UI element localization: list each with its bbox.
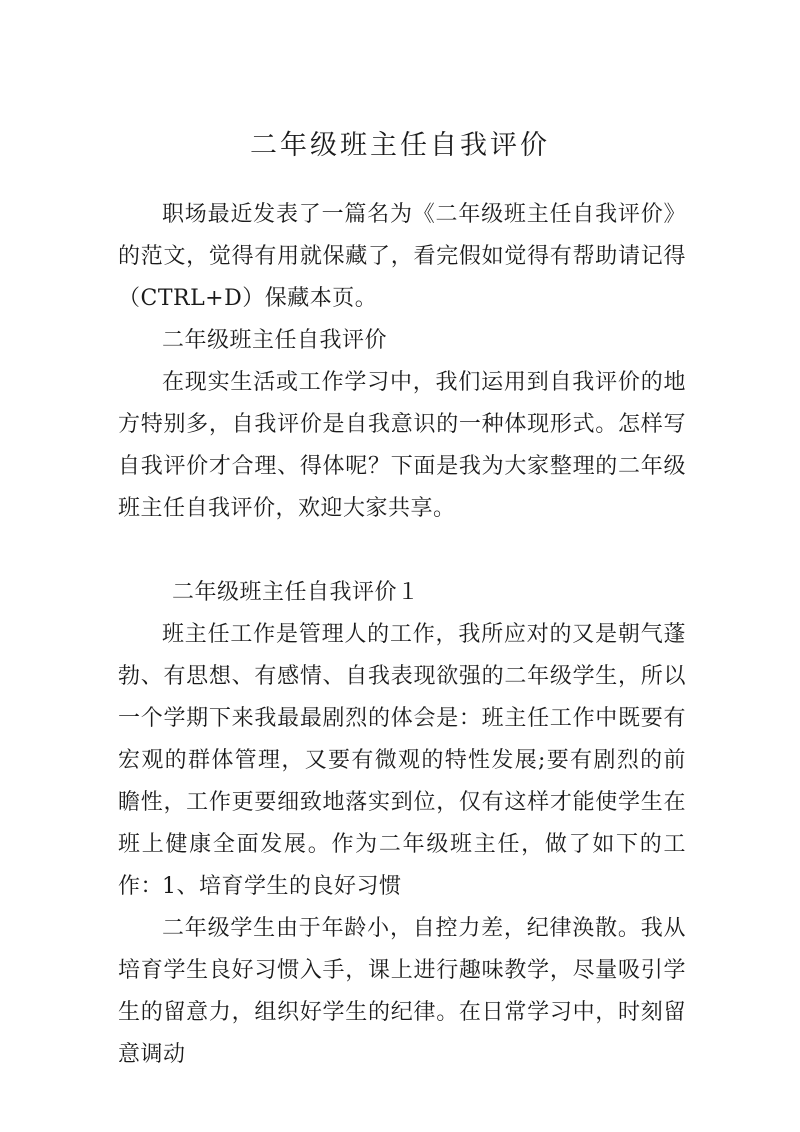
- preface-paragraph: 在现实生活或工作学习中，我们运用到自我评价的地方特别多，自我评价是自我意识的一种体现形式。怎样写自我评价才合理、得体呢？下面是我为大家整理的二年级班主任自我评价，欢迎大家共享。: [118, 370, 686, 521]
- habits-paragraph: 二年级学生由于年龄小，自控力差，纪律涣散。我从培育学生良好习惯入手，课上进行趣味教学，尽量吸引学生的留意力，组织好学生的纪律。在日常学习中，时刻留意调动: [118, 916, 686, 1067]
- section-heading-1: 二年级班主任自我评价１: [172, 580, 420, 605]
- list-item-habits-heading: 1、培育学生的良好习惯: [162, 874, 402, 899]
- subheading-title-repeat: 二年级班主任自我评价: [162, 328, 388, 353]
- section-1-paragraph: 班主任工作是管理人的工作，我所应对的又是朝气蓬勃、有思想、有感情、自我表现欲强的二年级学生，所以一个学期下来我最最剧烈的体会是：班主任工作中既要有宏观的群体管理，又要有微观的特性发展;要有剧烈的前瞻性，工作更要细致地落实到位，仅有这样才能使学生在班上健康全面发展。作为二年级班主任，做了如下的工作：: [118, 622, 686, 899]
- intro-paragraph: 职场最近发表了一篇名为《二年级班主任自我评价》的范文，觉得有用就保藏了，看完假如觉得有帮助请记得（CTRL+D）保藏本页。: [118, 202, 686, 311]
- document-title: 二年级班主任自我评价: [250, 130, 550, 161]
